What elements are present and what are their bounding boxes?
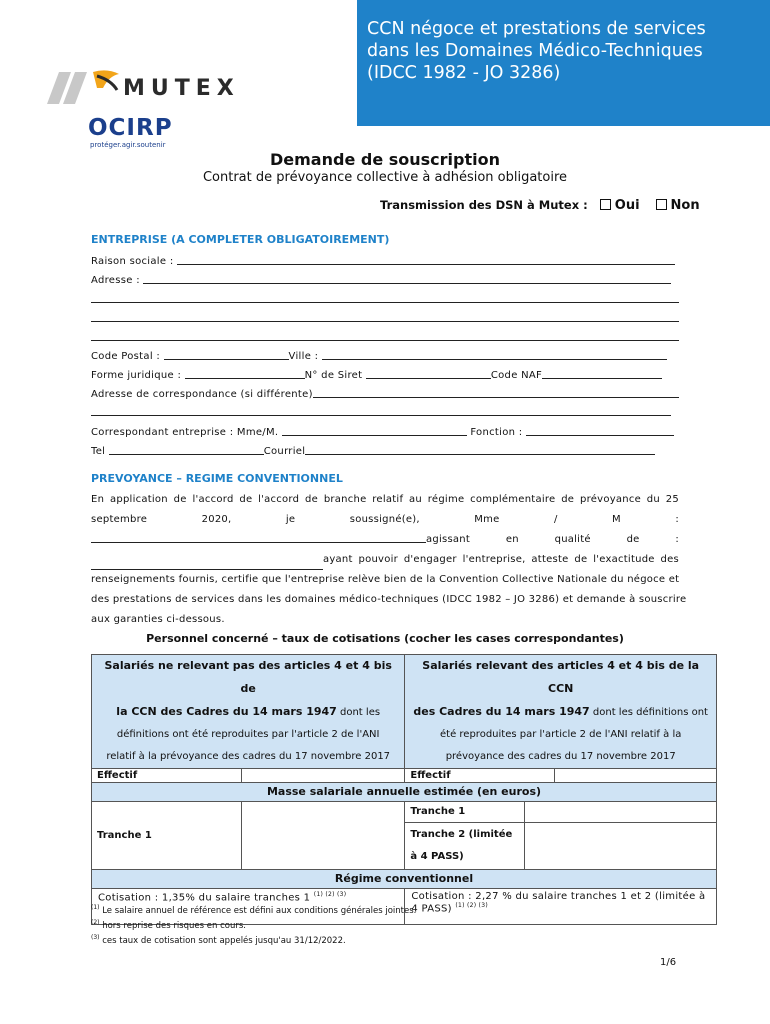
dsn-label: Transmission des DSN à Mutex :	[380, 198, 588, 212]
regime-conventionnel-band: Régime conventionnel	[92, 870, 717, 889]
adresse-corresp-row	[91, 387, 679, 402]
tranche1-label-left: Tranche 1	[92, 802, 242, 870]
cadres-header-rest: dont les définitions ont	[589, 707, 708, 718]
cotisations-table	[91, 654, 717, 925]
tranche2-label-right: Tranche 2 (limitée à 4 PASS)	[405, 823, 525, 869]
footnote-2-mark: (2)	[91, 918, 100, 926]
cadres-header-l3: été reproduites par l'article 2 de l'ANI relatif à la	[440, 729, 682, 740]
effectif-label-right: Effectif	[405, 769, 555, 782]
word: :	[675, 534, 679, 545]
cadres-header-l4: prévoyance des cadres du 17 novembre 2017	[445, 751, 676, 762]
word: /	[553, 514, 558, 525]
correspondant-label: Correspondant entreprise : Mme/M.	[91, 427, 279, 438]
word: septembre	[91, 514, 148, 525]
cotisation-cadres[interactable]	[405, 889, 717, 925]
non-cadres-header-rest: dont les	[336, 707, 381, 718]
footnotes	[91, 902, 416, 946]
forme-juridique-row	[91, 368, 679, 383]
word: de	[626, 534, 640, 545]
table-title: Personnel concerné – taux de cotisations (cocher les cases correspondantes)	[146, 632, 624, 645]
non-cadres-header-l3: définitions ont été reproduites par l'article 2 de l'ANI	[116, 729, 380, 740]
ocirp-tagline: protéger.agir.soutenir	[90, 141, 166, 149]
prevoyance-line-3	[91, 530, 679, 550]
cotisation-cadres-notes: (1) (2) (3)	[455, 902, 488, 909]
tranches-right-cell	[405, 802, 717, 870]
code-postal-label: Code Postal :	[91, 351, 161, 362]
cadres-header-bold: des Cadres du 14 mars 1947	[413, 705, 590, 718]
prevoyance-line-2	[91, 510, 679, 530]
dsn-oui-label: Oui	[614, 198, 640, 213]
footnote-3-text: ces taux de cotisation sont appelés jusqu'au 31/12/2022.	[102, 935, 346, 946]
word: :	[675, 514, 679, 525]
non-cadres-header-l4: relatif à la prévoyance des cadres du 17 novembre 2017	[106, 751, 391, 762]
effectif-field-left[interactable]	[241, 769, 405, 783]
raison-sociale-label: Raison sociale :	[91, 256, 174, 267]
adresse-label: Adresse :	[91, 275, 140, 286]
word: en	[505, 534, 519, 545]
word: soussigné(e),	[349, 514, 420, 525]
header-line-2: dans les Domaines Médico-Techniques	[367, 41, 703, 61]
fonction-label: Fonction :	[470, 427, 523, 438]
word: je	[285, 514, 296, 525]
ocirp-logo: OCIRP	[88, 115, 173, 141]
header-banner	[357, 0, 770, 126]
code-postal-field[interactable]	[164, 349, 289, 360]
footnote-1-text: Le salaire annuel de référence est défini aux conditions générales jointes.	[102, 905, 417, 916]
footnote-1	[91, 902, 416, 917]
footnote-3-mark: (3)	[91, 933, 100, 941]
mutex-logo-mark	[45, 66, 125, 106]
prevoyance-line-4	[91, 550, 679, 570]
raison-sociale-field[interactable]	[177, 254, 675, 265]
cotisation-cadres-text: Cotisation : 2,27 % du salaire tranches 1 et 2 (limitée à 4 PASS)	[411, 891, 706, 915]
prevoyance-line-1: En application de l'accord de l'accord de branche relatif au régime complémentaire de prévoyance du 25	[91, 494, 679, 505]
adresse-corresp-line-2[interactable]	[91, 415, 671, 416]
code-naf-field[interactable]	[542, 368, 662, 379]
prevoyance-paragraph	[91, 490, 687, 630]
code-postal-row	[91, 349, 679, 364]
page-title: Demande de souscription	[270, 150, 500, 169]
non-cadres-header	[92, 655, 405, 769]
adresse-line-3[interactable]	[91, 321, 679, 322]
word: ayant pouvoir d'engager l'entreprise, atteste de l'exactitude des	[323, 554, 679, 565]
tranche1-field-left[interactable]	[241, 802, 405, 870]
cadres-header-l1: Salariés relevant des articles 4 et 4 bis de la CCN	[422, 659, 700, 695]
prevoyance-line-5: renseignements fournis, certifie que l'entreprise relève bien de la Convention Collective Nationale du négoce et	[91, 574, 680, 585]
dsn-non-checkbox[interactable]	[656, 199, 667, 210]
siret-field[interactable]	[366, 368, 491, 379]
footnote-2	[91, 917, 416, 932]
cotisation-non-cadres-notes: (1) (2) (3)	[313, 891, 347, 898]
adresse-corresp-field[interactable]	[313, 387, 679, 398]
siret-label: N° de Siret	[304, 370, 363, 381]
non-cadres-header-bold: la CCN des Cadres du 14 mars 1947	[116, 705, 337, 718]
footnote-3	[91, 932, 416, 947]
word: Mme	[474, 514, 500, 525]
courriel-label: Courriel	[263, 446, 306, 457]
code-naf-label: Code NAF	[490, 370, 543, 381]
prevoyance-line-7: aux garanties ci-dessous.	[91, 614, 225, 625]
mutex-logo-text: MUTEX	[123, 76, 240, 101]
page-number: 1/6	[660, 957, 677, 968]
word: agissant	[426, 534, 471, 545]
correspondant-row	[91, 425, 679, 440]
tranche2-field-right[interactable]	[525, 823, 716, 869]
effectif-field-right[interactable]	[555, 769, 716, 782]
signataire-name-field[interactable]	[91, 532, 426, 543]
tel-row	[91, 444, 679, 459]
footnote-1-mark: (1)	[91, 904, 100, 911]
prevoyance-heading: PREVOYANCE – REGIME CONVENTIONNEL	[91, 472, 343, 485]
page-subtitle: Contrat de prévoyance collective à adhésion obligatoire	[202, 170, 568, 185]
non-cadres-header-l1: Salariés ne relevant pas des articles 4 et 4 bis de	[104, 659, 392, 695]
adresse-row	[91, 273, 679, 288]
adresse-corresp-label: Adresse de correspondance (si différente)	[91, 389, 313, 400]
forme-juridique-field[interactable]	[185, 368, 305, 379]
header-line-3: (IDCC 1982 - JO 3286)	[367, 63, 561, 83]
header-line-1: CCN négoce et prestations de services	[367, 19, 706, 39]
dsn-non-label: Non	[670, 198, 700, 213]
effectif-right-cell	[405, 769, 717, 783]
masse-salariale-band: Masse salariale annuelle estimée (en euros)	[92, 783, 717, 802]
adresse-field[interactable]	[143, 273, 671, 284]
courriel-field[interactable]	[305, 444, 655, 455]
footnote-2-text: hors reprise des risques en cours.	[102, 920, 246, 931]
ville-field[interactable]	[322, 349, 667, 360]
effectif-label-left: Effectif	[92, 769, 242, 783]
ville-label: Ville :	[288, 351, 319, 362]
forme-juridique-label: Forme juridique :	[91, 370, 182, 381]
word: M	[612, 514, 621, 525]
tel-field[interactable]	[109, 444, 264, 455]
cotisation-non-cadres-text: Cotisation : 1,35% du salaire tranches 1	[98, 892, 311, 904]
fonction-field[interactable]	[526, 425, 674, 436]
dsn-oui-checkbox[interactable]	[600, 199, 611, 210]
word: qualité	[554, 534, 591, 545]
adresse-line-4[interactable]	[91, 340, 679, 341]
correspondant-field[interactable]	[282, 425, 467, 436]
word: 2020,	[201, 514, 232, 525]
tel-label: Tel	[91, 446, 106, 457]
tranche1-field-right[interactable]	[525, 802, 716, 822]
raison-sociale-row	[91, 254, 679, 269]
signataire-qualite-field[interactable]	[91, 559, 323, 570]
prevoyance-line-6: des prestations de services dans les domaines médico-techniques (IDCC 1982 – JO 3286) et demande à souscrire	[91, 594, 687, 605]
entreprise-heading: ENTREPRISE (A COMPLETER OBLIGATOIREMENT)	[91, 233, 390, 246]
tranche1-label-right: Tranche 1	[405, 802, 525, 822]
adresse-line-2[interactable]	[91, 302, 679, 303]
dsn-transmission	[380, 198, 700, 213]
cadres-header	[405, 655, 717, 769]
